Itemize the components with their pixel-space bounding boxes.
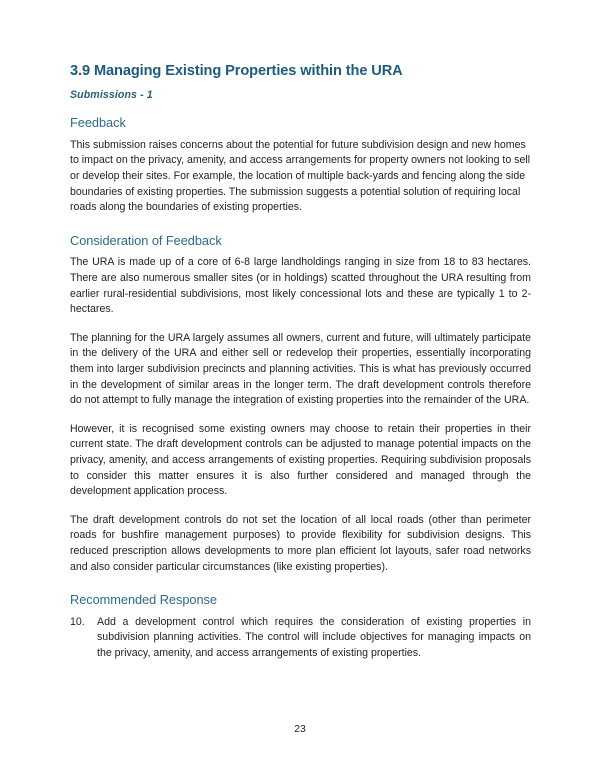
consideration-paragraph-3: However, it is recognised some existing owners may choose to retain their properties in their current state. The draft development controls can be adjusted to manage potential impacts on the privacy, amenity, and access arrangements of existing properties. Requiring subdivision proposals to consider this matter ensures it is also further considered and managed through the development application process. bbox=[70, 422, 531, 498]
page-content bbox=[70, 62, 531, 662]
consideration-paragraph-2: The planning for the URA largely assumes all owners, current and future, will ultimately participate in the delivery of the URA and either sell or redevelop their properties, essentially incorporating them into larger subdivision precincts and planning activities. This is what has previously occurred in the development of similar areas in the longer term. The draft development controls therefore do not attempt to fully manage the integration of existing properties into the remainder of the URA. bbox=[70, 331, 531, 407]
heading-recommended-response: Recommended Response bbox=[70, 592, 217, 608]
heading-feedback: Feedback bbox=[70, 115, 126, 131]
consideration-paragraph-4: The draft development controls do not set the location of all local roads (other than perimeter roads for bushfire management purposes) to provide flexibility for subdivision designs. This reduced prescription allows developments to more plan efficient lot layouts, safer road networks and also consider particular circumstances (like existing properties). bbox=[70, 513, 531, 573]
recommended-response-list bbox=[70, 615, 531, 662]
feedback-paragraph-1: This submission raises concerns about the potential for future subdivision design and new homes to impact on the privacy, amenity, and access arrangements for property owners not looking to sell or develop their sites. For example, the location of multiple back-yards and fencing along the side boundaries of existing properties. The submission suggests a potential solution of requiring local roads along the boundaries of existing properties. bbox=[70, 138, 531, 214]
submissions-count-label: Submissions - 1 bbox=[70, 89, 153, 102]
page-number: 23 bbox=[294, 724, 306, 735]
list-item bbox=[70, 615, 531, 662]
page-title: 3.9 Managing Existing Properties within the URA bbox=[70, 63, 403, 79]
heading-consideration-of-feedback: Consideration of Feedback bbox=[70, 232, 222, 248]
list-item-marker: 10. bbox=[70, 615, 85, 628]
consideration-paragraph-1: The URA is made up of a core of 6-8 large landholdings ranging in size from 18 to 83 hectares. There are also numerous smaller sites (or in holdings) scatted throughout the URA resulting from earlier rural-residential subdivisions, most likely concessional lots and these are typically 1 to 2-hectares. bbox=[70, 256, 531, 316]
list-item-text: Add a development control which requires the consideration of existing properties in subdivision planning activities. The control will include objectives for managing impacts on the privacy, amenity, and access arrangements of existing properties. bbox=[97, 615, 531, 659]
